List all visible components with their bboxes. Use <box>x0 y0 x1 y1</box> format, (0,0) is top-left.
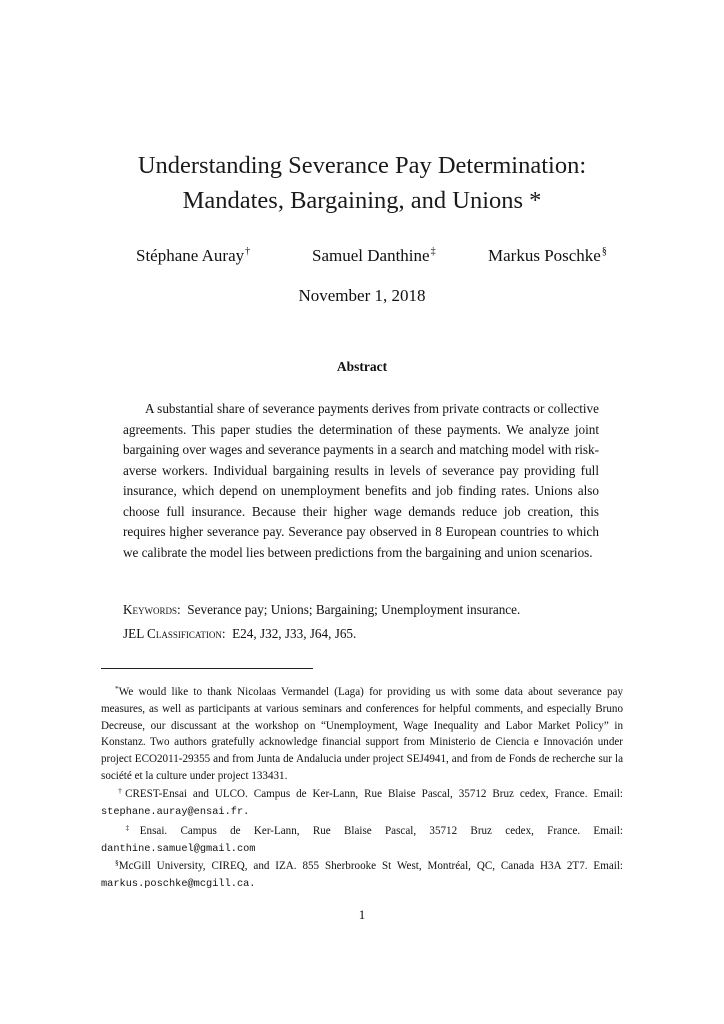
footnote-affiliation <box>101 855 623 893</box>
keywords-text: Severance pay; Unions; Bargaining; Unemployment insurance. <box>187 602 521 617</box>
keywords-line <box>123 600 599 620</box>
author-footnote-mark: § <box>601 246 607 257</box>
author-name: Samuel Danthine‡ <box>312 246 436 265</box>
email-link[interactable]: markus.poschke@mcgill.ca. <box>101 877 256 890</box>
footnote-text: We would like to thank Nicolaas Vermandel (Laga) for providing us with some data about severance pay measures, as well as participants at various seminars and conferences for helpful comments, and especially Bruno Decreuse, our discussant at the workshop on “Unemployment, Wage Inequality and Labor Market Policy” in Konstanz. Two authors gratefully acknowledge financial support from Ministerio de Ciencia e Innovación under project ECO2011-29355 and from Junta de Andalucia under project SEJ4941, and from de Fonds de recherche sur la société et la culture under project 133431. <box>101 686 623 782</box>
footnote-mark: † <box>115 786 126 795</box>
abstract-text: A substantial share of severance payments derives from private contracts or collective agreements. This paper studies the determination of these payments. We analyze joint bargaining over wages and severance payments in a search and matching model with risk-averse workers. Individual bargaining results in levels of severance pay providing full insurance, which depend on unemployment benefits and job finding rates. Unions also choose full insurance. Because their higher wage demands reduce job creation, this requires higher severance pay. Severance pay observed in 8 European countries to which we calibrate the model lies between predictions from the bargaining and union scenarios. <box>123 401 599 560</box>
footnote-acknowledgement <box>101 681 623 785</box>
title-line-2: Mandates, Bargaining, and Unions * <box>182 187 542 214</box>
jel-text: E24, J32, J33, J64, J65. <box>232 626 357 641</box>
publication-date: November 1, 2018 <box>298 286 426 305</box>
footnote-text: CREST-Ensai and ULCO. Campus de Ker-Lann, Rue Blaise Pascal, 35712 Bruz cedex, France. Email: <box>125 788 624 800</box>
jel-line <box>123 624 599 644</box>
email-link[interactable]: danthine.samuel@gmail.com <box>101 842 256 855</box>
author-name: Stéphane Auray† <box>136 246 251 265</box>
email-link[interactable]: stephane.auray@ensai.fr. <box>101 805 250 818</box>
keywords-label: Keywords: <box>123 602 181 617</box>
abstract-heading: Abstract <box>336 359 388 374</box>
author-footnote-mark: † <box>245 246 251 257</box>
footnote-mark: * <box>115 684 119 693</box>
author-footnote-mark: ‡ <box>430 246 436 257</box>
footnote-affiliation <box>101 783 623 821</box>
author-name: Markus Poschke§ <box>488 246 607 265</box>
page-number: 1 <box>358 907 366 922</box>
jel-label: JEL Classification: <box>123 626 226 641</box>
footnote-affiliation <box>101 820 623 858</box>
footnote-mark: ‡ <box>115 823 140 832</box>
footnote-text: McGill University, CIREQ, and IZA. 855 Sherbrooke St West, Montréal, QC, Canada H3A 2T7. Email: <box>118 860 623 872</box>
paper-title <box>90 148 634 218</box>
footnote-text: Ensai. Campus de Ker-Lann, Rue Blaise Pascal, 35712 Bruz cedex, France. Email: <box>139 825 624 837</box>
footnote-rule <box>101 668 313 669</box>
footnote-mark: § <box>115 858 119 867</box>
title-line-1: Understanding Severance Pay Determination: <box>137 152 587 179</box>
